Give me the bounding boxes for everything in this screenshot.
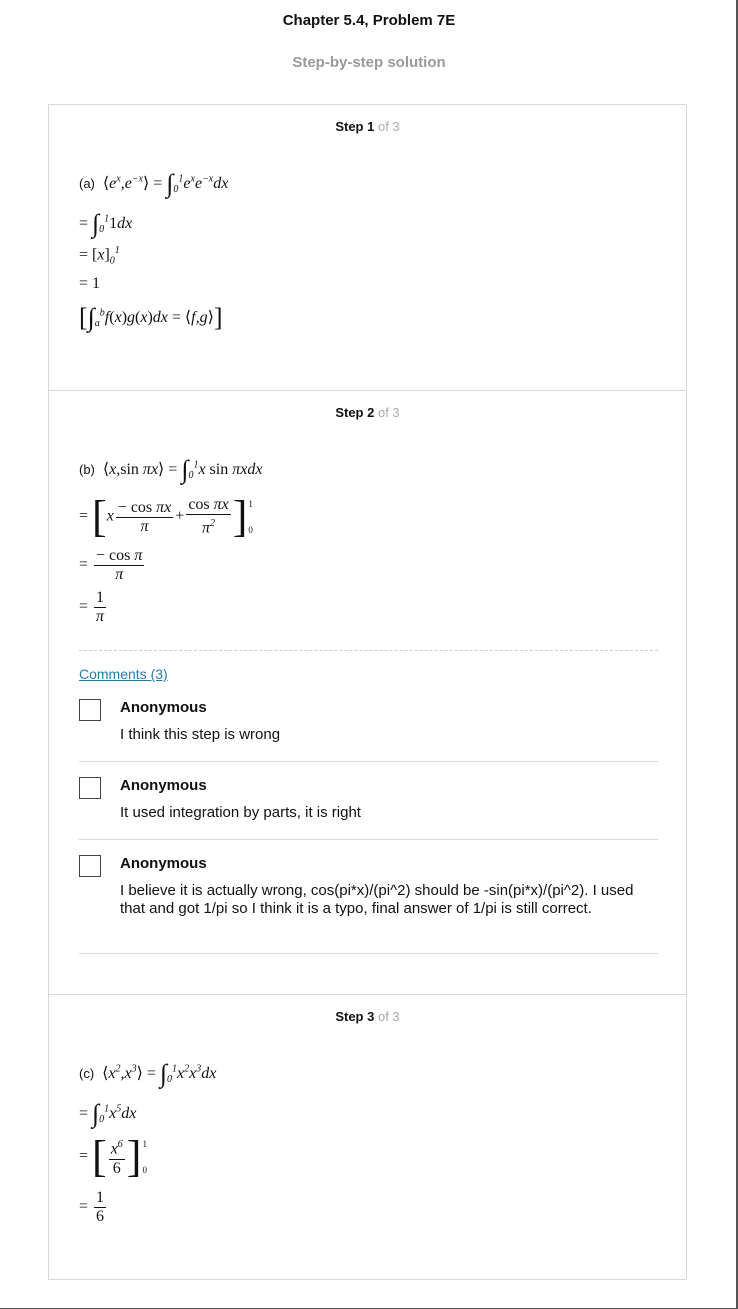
step-3-header — [49, 1009, 686, 1024]
comment-divider — [79, 761, 658, 762]
page-title: Chapter 5.4, Problem 7E — [282, 12, 456, 29]
step-1-equation-4: = 1 — [79, 275, 101, 292]
comment-checkbox[interactable] — [79, 699, 101, 721]
step-2-equation-3: = $\frac{\text{− cos π}}{\pi}$ — [79, 547, 143, 583]
comment-author: Anonymous — [120, 777, 207, 794]
step-separator-2 — [49, 994, 686, 995]
step-2-part-label: (b) — [79, 462, 95, 477]
step-3-equation-4: = $\frac{1}{6}$ — [79, 1189, 105, 1225]
comment-checkbox[interactable] — [79, 855, 101, 877]
comment-text: I believe it is actually wrong, cos(pi*x)/(pi^2) should be -sin(pi*x)/(pi^2). I used that and got 1/pi so I think it is a typo, final answer of 1/pi is still correct. — [120, 882, 634, 917]
step-3-equation-2: = $\int_0^1x^5dx$ — [79, 1099, 137, 1128]
step-2-header — [49, 405, 686, 420]
solution-card — [48, 104, 687, 1280]
step-3-part-label: (c) — [79, 1066, 95, 1081]
comment-checkbox[interactable] — [79, 777, 101, 799]
step-2-equation-1: (b) ⟨x,sin πx⟩ = $\int_0^1x$ sin πxdx — [79, 455, 263, 484]
comment-divider — [79, 839, 658, 840]
comments-link[interactable]: Comments (3) — [79, 666, 168, 682]
step-1-equation-2: = $\int_0^11dx$ — [79, 209, 133, 238]
step-1-part-label: (a) — [79, 176, 95, 191]
step-1-header — [49, 119, 686, 134]
step-3-label: Step 3 — [335, 1009, 375, 1024]
comment-author: Anonymous — [120, 855, 207, 872]
step-1-total: of 3 — [377, 119, 400, 134]
step-1-equation-5: [$\int_a^bf(x)g(x)dx$ = ⟨f,g⟩] — [79, 303, 223, 332]
step-3-total: of 3 — [377, 1009, 400, 1024]
step-2-label: Step 2 — [335, 405, 375, 420]
comment-author: Anonymous — [120, 699, 207, 716]
step-2-equation-2: = [x $\frac{\text{− cos πx}}{\pi}$ + $\frac{\text{cos πx}}{\pi^2}$ ] 1 0 — [79, 492, 253, 541]
step-1-label: Step 1 — [335, 119, 375, 134]
comment-text: It used integration by parts, it is right — [120, 804, 361, 821]
comment-item — [79, 855, 658, 955]
step-3-equation-1: (c) $⟨x^2,x^3⟩ = \int_0^1x^2x^3dx$ — [79, 1059, 217, 1088]
comment-divider — [79, 953, 658, 954]
comments-divider — [79, 650, 658, 651]
page-subtitle: Step-by-step solution — [292, 54, 446, 71]
step-3-equation-3: = [ $\frac{x^6}{6}$ ] 1 0 — [79, 1132, 147, 1181]
step-1-equation-1: (a) $⟨e^x,e^{-x}⟩ = \int_0^1e^xe^{-x}dx$ — [79, 169, 229, 198]
step-2-equation-4: = $\frac{1}{\pi}$ — [79, 589, 105, 625]
comment-item — [79, 699, 658, 763]
step-1-equation-3: = $[x]_0^1$ — [79, 245, 120, 267]
step-separator-1 — [49, 390, 686, 391]
comment-item — [79, 777, 658, 841]
step-2-total: of 3 — [377, 405, 400, 420]
comment-text: I think this step is wrong — [120, 726, 281, 743]
